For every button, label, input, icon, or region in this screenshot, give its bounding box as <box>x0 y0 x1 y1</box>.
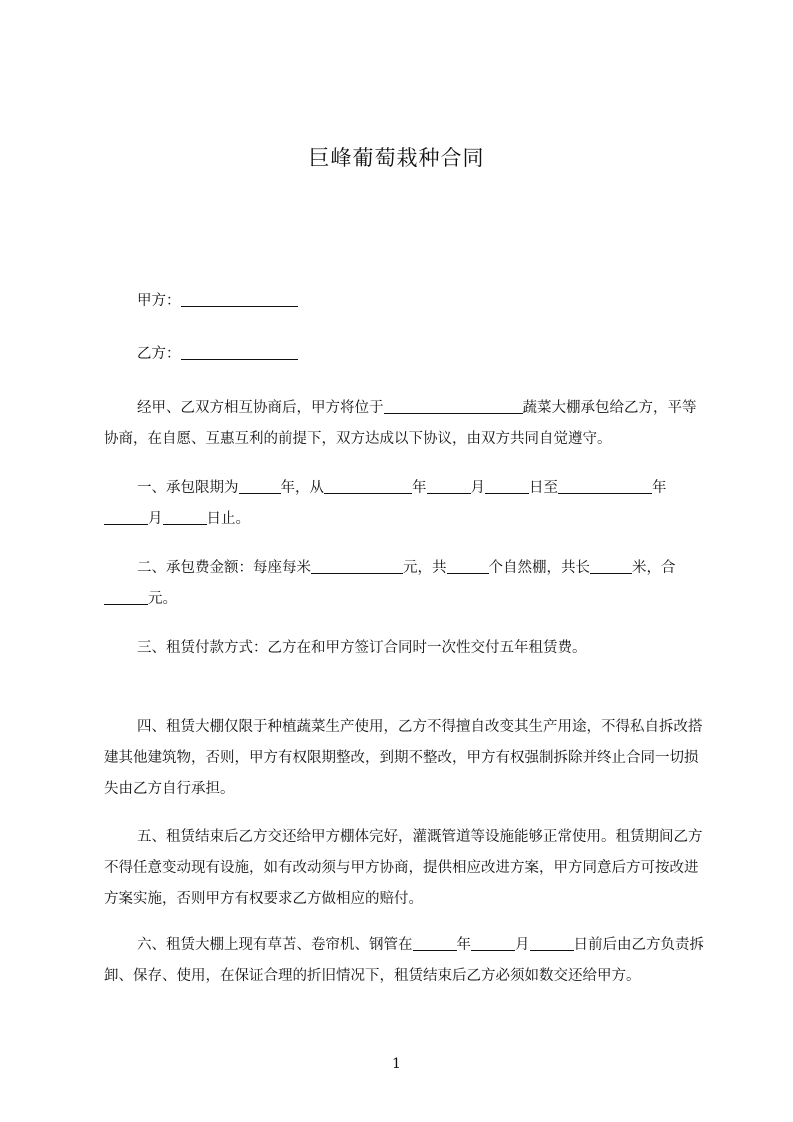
total-length-blank <box>590 557 632 574</box>
shed-count-blank <box>447 557 489 574</box>
clause-1-text-8: 日止。 <box>206 511 250 527</box>
clause-1-text-3: 年 <box>412 480 427 496</box>
term-years-blank <box>239 477 281 494</box>
page-number: 1 <box>392 1056 401 1072</box>
party-b-label: 乙方： <box>137 346 181 362</box>
party-b-line <box>137 339 737 370</box>
party-a-line <box>137 286 737 317</box>
start-year-blank <box>324 477 412 494</box>
clause-6-text-1: 六、租赁大棚上现有草苫、卷帘机、钢管在 <box>137 937 413 953</box>
clause-1-text-2: 年，从 <box>280 480 324 496</box>
clause-1-text-5: 日至 <box>529 480 558 496</box>
location-blank <box>384 397 523 414</box>
party-a-label: 甲方： <box>137 293 181 309</box>
intro-text-2: 蔬菜大棚承包给乙方，平等协商，在自愿、互惠互利的前提下，双方达成以下协议，由双方共同自觉遵守。 <box>104 400 697 447</box>
total-amount-blank <box>104 588 148 605</box>
party-a-blank <box>181 290 298 307</box>
clause-3: 三、租赁付款方式：乙方在和甲方签订合同时一次性交付五年租赁费。 <box>137 640 587 656</box>
start-month-blank <box>427 477 471 494</box>
return-day-blank <box>530 934 574 951</box>
clause-2 <box>104 553 704 615</box>
clause-1-text-6: 年 <box>652 480 667 496</box>
clause-5: 五、租赁结束后乙方交还给甲方棚体完好，灌溉管道等设施能够正常使用。租赁期间乙方不得任意变动现有设施，如有改动须与甲方协商，提供相应改进方案，甲方同意后方可按改进方案实施，否则甲方有权要求乙方做相应的赔付。 <box>104 829 703 907</box>
document-title: 巨峰葡萄栽种合同 <box>308 146 485 170</box>
start-day-blank <box>485 477 529 494</box>
clause-2-text-2: 元，共 <box>403 560 447 576</box>
return-month-blank <box>471 934 515 951</box>
clause-6-text-2: 年 <box>456 937 471 953</box>
end-year-blank <box>558 477 652 494</box>
clause-2-text-4: 米，合 <box>632 560 676 576</box>
end-month-blank <box>104 508 148 525</box>
intro-paragraph <box>104 393 704 455</box>
clause-1-text-7: 月 <box>148 511 163 527</box>
clause-6 <box>104 930 704 992</box>
clause-2-text-5: 元。 <box>148 591 177 607</box>
clause-6-text-3: 月 <box>515 937 530 953</box>
clause-1-text-1: 一、承包限期为 <box>137 480 239 496</box>
clause-4: 四、租赁大棚仅限于种植蔬菜生产使用，乙方不得擅自改变其生产用途，不得私自拆改搭建其他建筑物，否则，甲方有权限期整改，到期不整改，甲方有权强制拆除并终止合同一切损失由乙方自行承担。 <box>104 719 703 797</box>
clause-2-text-1: 二、承包费金额：每座每米 <box>137 560 311 576</box>
clause-1 <box>104 473 704 535</box>
clause-1-text-4: 月 <box>470 480 485 496</box>
fee-per-meter-blank <box>311 557 403 574</box>
party-b-blank <box>181 343 298 360</box>
intro-text-1: 经甲、乙双方相互协商后，甲方将位于 <box>137 400 384 416</box>
end-day-blank <box>163 508 207 525</box>
clause-2-text-3: 个自然棚，共长 <box>488 560 590 576</box>
clause-6-text-4: 日前后由乙方负责拆卸、保存、使用，在保证合理的折旧情况下，租赁结束后乙方必须如数交还给甲方。 <box>104 937 704 984</box>
return-year-blank <box>413 934 457 951</box>
